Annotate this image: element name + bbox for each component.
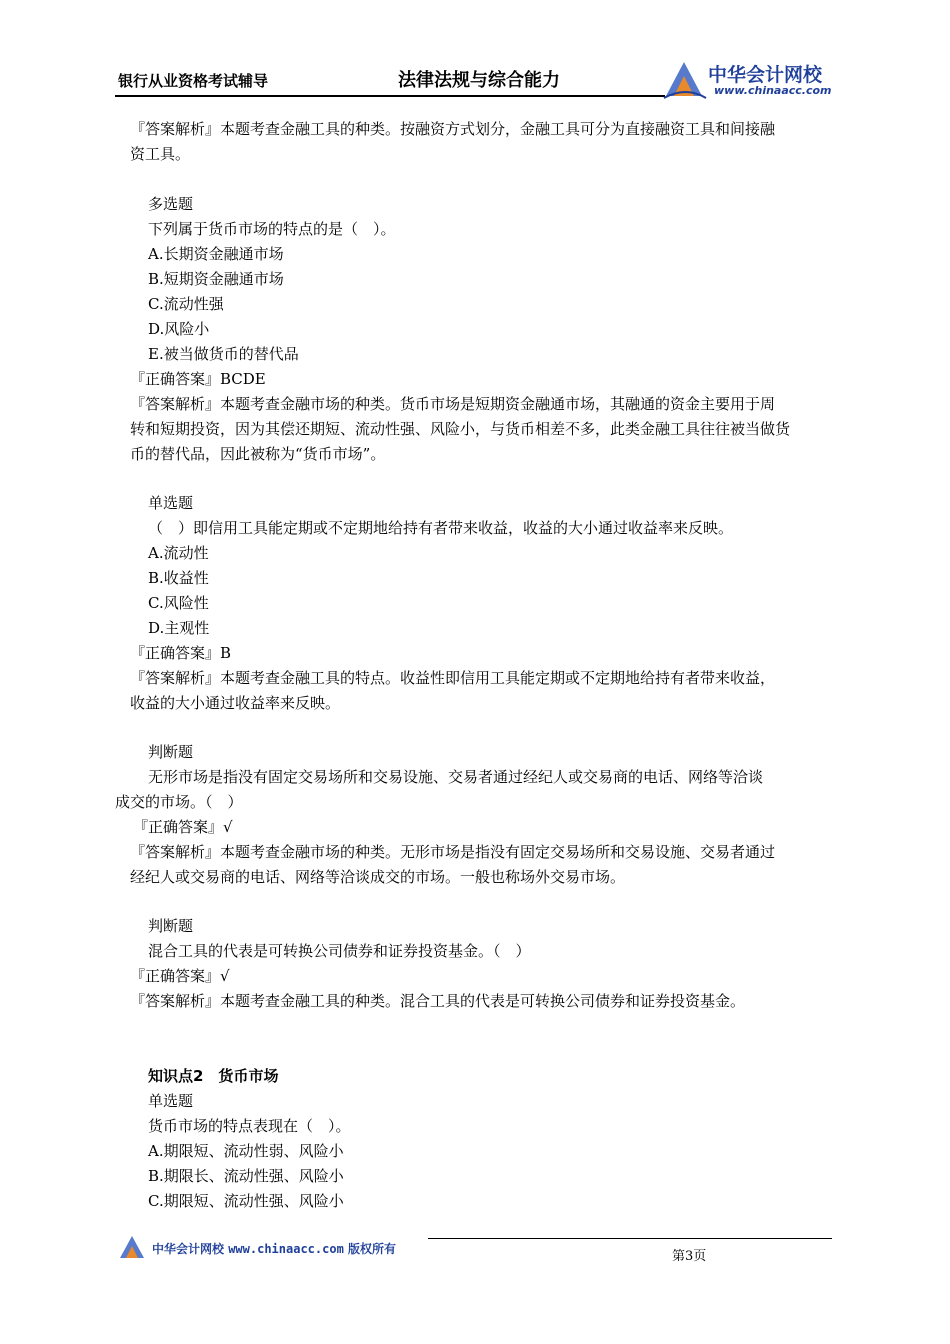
option-d: D.风险小 xyxy=(148,320,210,338)
logo-brand-text: 中华会计网校 xyxy=(708,64,823,86)
question-type: 单选题 xyxy=(148,1092,194,1110)
logo-url-text: www.chinaacc.com xyxy=(714,84,832,97)
option-b: B.短期资金融通市场 xyxy=(148,270,284,288)
option-a: A.期限短、流动性弱、风险小 xyxy=(148,1142,344,1160)
footer-rights: 版权所有 xyxy=(347,1242,396,1256)
answer-analysis-line: 资工具。 xyxy=(130,145,191,163)
question-stem: 混合工具的代表是可转换公司债券和证券投资基金。（ ） xyxy=(148,942,531,960)
option-a: A.流动性 xyxy=(148,544,209,562)
question-type: 判断题 xyxy=(148,743,194,761)
option-c: C.期限短、流动性强、风险小 xyxy=(148,1192,344,1210)
header-left-title: 银行从业资格考试辅导 xyxy=(118,72,269,90)
correct-answer: 『正确答案』BCDE xyxy=(130,370,266,388)
header-divider xyxy=(115,95,665,97)
site-logo[interactable] xyxy=(662,58,842,100)
option-b: B.期限长、流动性强、风险小 xyxy=(148,1167,344,1185)
logo-mark-icon xyxy=(662,58,708,100)
question-type: 判断题 xyxy=(148,917,194,935)
correct-answer: 『正确答案』√ xyxy=(133,818,233,836)
option-c: C.流动性强 xyxy=(148,295,224,313)
correct-answer: 『正确答案』√ xyxy=(130,967,230,985)
option-a: A.长期资金融通市场 xyxy=(148,245,284,263)
answer-analysis-line: 收益的大小通过收益率来反映。 xyxy=(130,694,341,712)
section-heading: 知识点2 货币市场 xyxy=(148,1067,279,1085)
footer-logo-icon xyxy=(118,1234,148,1260)
answer-analysis-line: 经纪人或交易商的电话、网络等洽谈成交的市场。一般也称场外交易市场。 xyxy=(130,868,626,886)
answer-analysis-line: 『答案解析』本题考查金融工具的特点。收益性即信用工具能定期或不定期地给持有者带来收益， xyxy=(130,669,776,687)
question-stem: 成交的市场。（ ） xyxy=(115,793,243,811)
answer-analysis-line: 『答案解析』本题考查金融市场的种类。货币市场是短期资金融通市场，其融通的资金主要用于周 xyxy=(130,395,776,413)
header-center-title: 法律法规与综合能力 xyxy=(398,70,560,91)
option-d: D.主观性 xyxy=(148,619,210,637)
option-b: B.收益性 xyxy=(148,569,209,587)
answer-analysis-line: 币的替代品，因此被称为“货币市场”。 xyxy=(130,445,386,463)
option-c: C.风险性 xyxy=(148,594,209,612)
question-stem: （ ）即信用工具能定期或不定期地给持有者带来收益，收益的大小通过收益率来反映。 xyxy=(148,519,734,537)
question-stem: 下列属于货币市场的特点的是（ ）。 xyxy=(148,220,396,238)
question-type: 单选题 xyxy=(148,494,194,512)
answer-analysis-line: 『答案解析』本题考查金融市场的种类。无形市场是指没有固定交易场所和交易设施、交易者通过 xyxy=(130,843,776,861)
page-number: 第3页 xyxy=(672,1249,707,1264)
answer-analysis-line: 转和短期投资，因为其偿还期短、流动性强、风险小，与货币相差不多，此类金融工具往往被当做货 xyxy=(130,420,791,438)
question-stem: 无形市场是指没有固定交易场所和交易设施、交易者通过经纪人或交易商的电话、网络等洽谈 xyxy=(148,768,764,786)
answer-analysis-line: 『答案解析』本题考查金融工具的种类。混合工具的代表是可转换公司债券和证券投资基金。 xyxy=(130,992,746,1010)
option-e: E.被当做货币的替代品 xyxy=(148,345,299,363)
correct-answer: 『正确答案』B xyxy=(130,644,232,662)
question-stem: 货币市场的特点表现在（ ）。 xyxy=(148,1117,351,1135)
answer-analysis-line: 『答案解析』本题考查金融工具的种类。按融资方式划分，金融工具可分为直接融资工具和间接融 xyxy=(130,120,776,138)
footer-divider xyxy=(428,1238,832,1239)
footer-brand-line xyxy=(152,1240,396,1257)
question-type: 多选题 xyxy=(148,195,194,213)
footer-url-link[interactable]: www.chinaacc.com xyxy=(228,1242,344,1256)
footer-brand: 中华会计网校 xyxy=(152,1242,225,1256)
